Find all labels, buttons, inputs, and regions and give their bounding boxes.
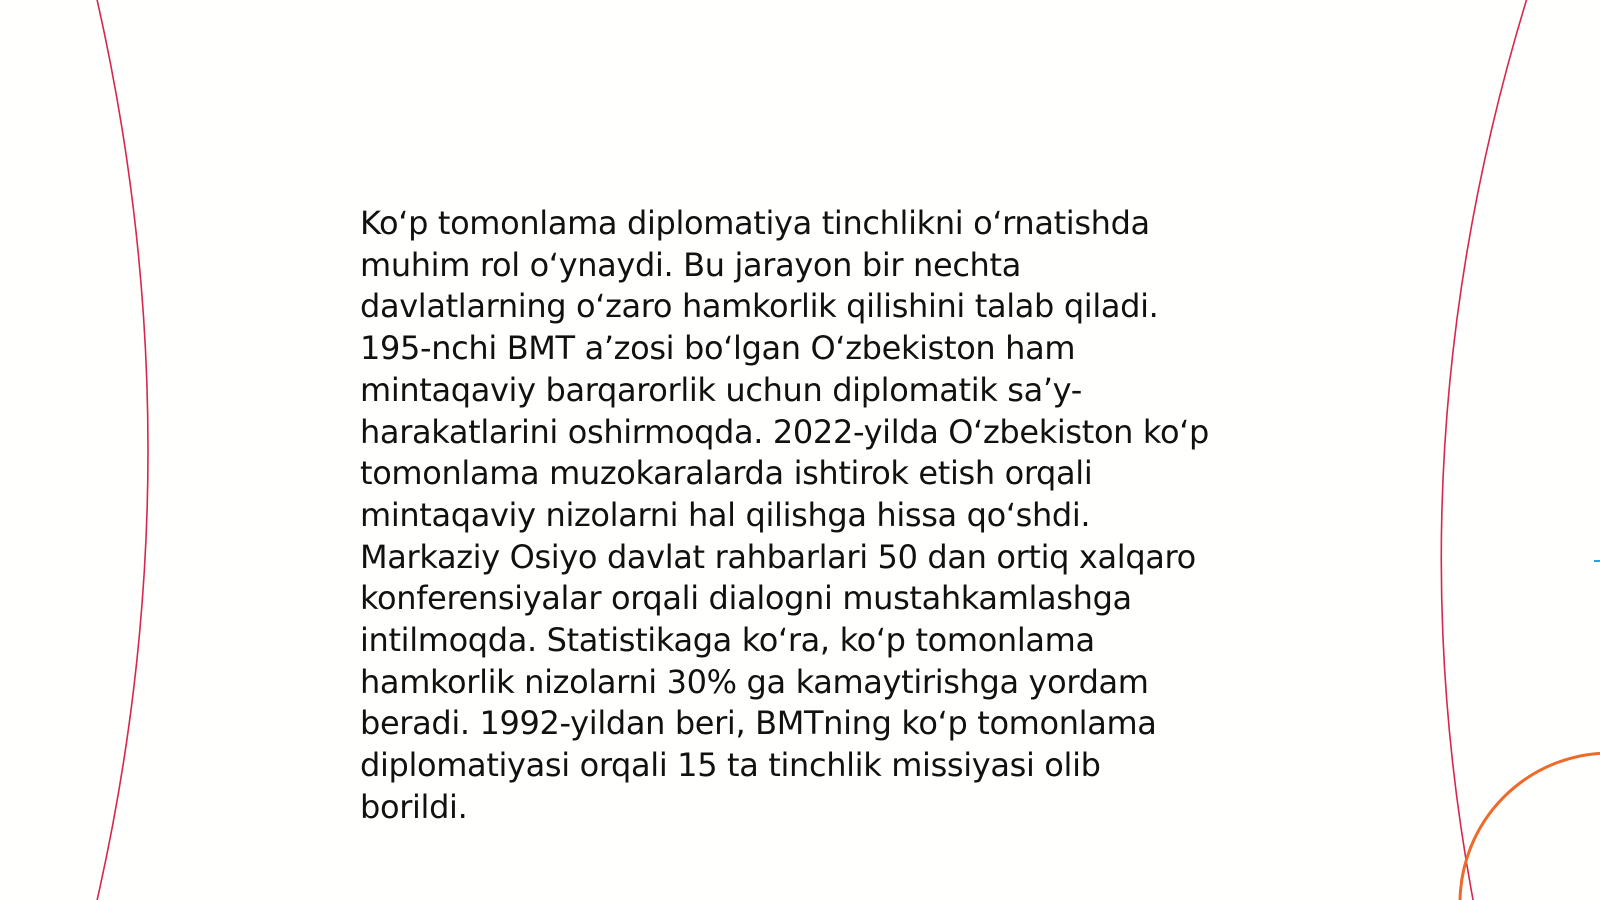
paragraph-line: Markaziy Osiyo davlat rahbarlari 50 dan ortiq xalqaro [360, 537, 1196, 576]
paragraph-line: 195-nchi BMT a’zosi bo‘lgan O‘zbekiston ham [360, 329, 1076, 368]
paragraph-line: intilmoqda. Statistikaga ko‘ra, ko‘p tomonlama [360, 621, 1095, 660]
paragraph-line: mintaqaviy barqarorlik uchun diplomatik sa’y- [360, 370, 1082, 409]
left-arc-decoration [96, 0, 148, 900]
paragraph-line: diplomatiyasi orqali 15 ta tinchlik missiyasi olib [360, 746, 1101, 785]
paragraph-line: tomonlama muzokaralarda ishtirok etish orqali [360, 454, 1093, 493]
paragraph-line: beradi. 1992-yildan beri, BMTning ko‘p tomonlama [360, 704, 1157, 743]
paragraph-line: Ko‘p tomonlama diplomatiya tinchlikni o‘rnatishda [360, 204, 1150, 242]
right-arc-decoration [1441, 0, 1528, 900]
paragraph-line: konferensiyalar orqali dialogni mustahkamlashga [360, 579, 1132, 618]
paragraph-line: harakatlarini oshirmoqda. 2022-yilda O‘zbekiston ko‘p [360, 412, 1209, 451]
paragraph-line: muhim rol o‘ynaydi. Bu jarayon bir nechta [360, 245, 1021, 284]
paragraph-line: hamkorlik nizolarni 30% ga kamaytirishga yordam [360, 662, 1149, 701]
paragraph-line: borildi. [360, 787, 468, 826]
orange-circle-decoration [1460, 753, 1600, 900]
body-paragraph [360, 203, 1260, 829]
paragraph-line: davlatlarning o‘zaro hamkorlik qilishini talab qiladi. [360, 287, 1159, 326]
paragraph-line: mintaqaviy nizolarni hal qilishga hissa qo‘shdi. [360, 495, 1091, 534]
